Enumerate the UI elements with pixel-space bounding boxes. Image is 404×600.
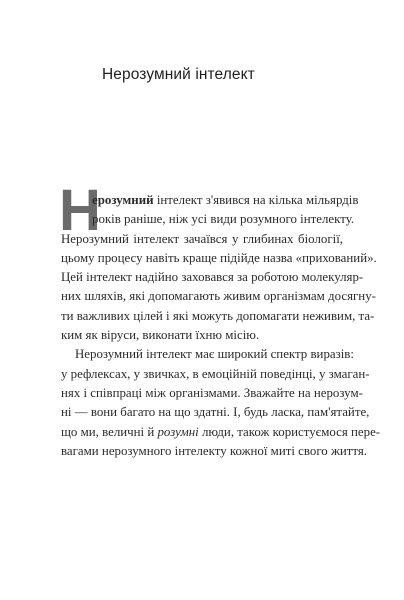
text-line: них шляхів, які допомагають живим організмам досягну-	[61, 289, 376, 304]
text-line: вагами нерозумного інтелекту кожної миті свого життя.	[61, 443, 368, 458]
text-line: ти важливих цілей і які можуть допомагати неживим, та-	[61, 308, 375, 323]
text-fragment: люди, також користуємося пере-	[198, 424, 381, 439]
text-line: нях і співпраці між організмами. Зважайте на нерозум-	[61, 385, 363, 400]
text-fragment: інтелект з'явився на кілька мільярдів	[153, 193, 359, 207]
text-line: цьому процесу навіть краще підійде назва «прихований».	[61, 250, 377, 265]
text-line	[61, 423, 381, 442]
text-line: ким як віруси, виконати їхню місію.	[61, 328, 260, 343]
body-text	[61, 191, 381, 461]
lead-word: ерозумний	[92, 193, 154, 207]
text-fragment: що ми, величні й	[61, 424, 158, 439]
text-line: Нерозумний інтелект зачаївся у глибинах біології,	[61, 231, 343, 246]
italic-word: розумні	[157, 424, 199, 439]
text-line: років раніше, ніж усі види розумного інтелекту.	[92, 212, 355, 227]
drop-cap: Н	[59, 178, 101, 243]
text-line: ні — вони багато на що здатні. І, будь ласка, пам'ятайте,	[61, 405, 370, 420]
chapter-title: Нерозумний інтелект	[102, 66, 255, 83]
text-line: Цей інтелект надійно заховався за роботою молекуляр-	[61, 270, 364, 285]
text-line: Нерозумний інтелект має широкий спектр виразів:	[75, 347, 354, 362]
text-line	[92, 191, 359, 210]
text-line: у рефлексах, у звичках, в емоційній поведінці, у змаган-	[61, 366, 370, 381]
